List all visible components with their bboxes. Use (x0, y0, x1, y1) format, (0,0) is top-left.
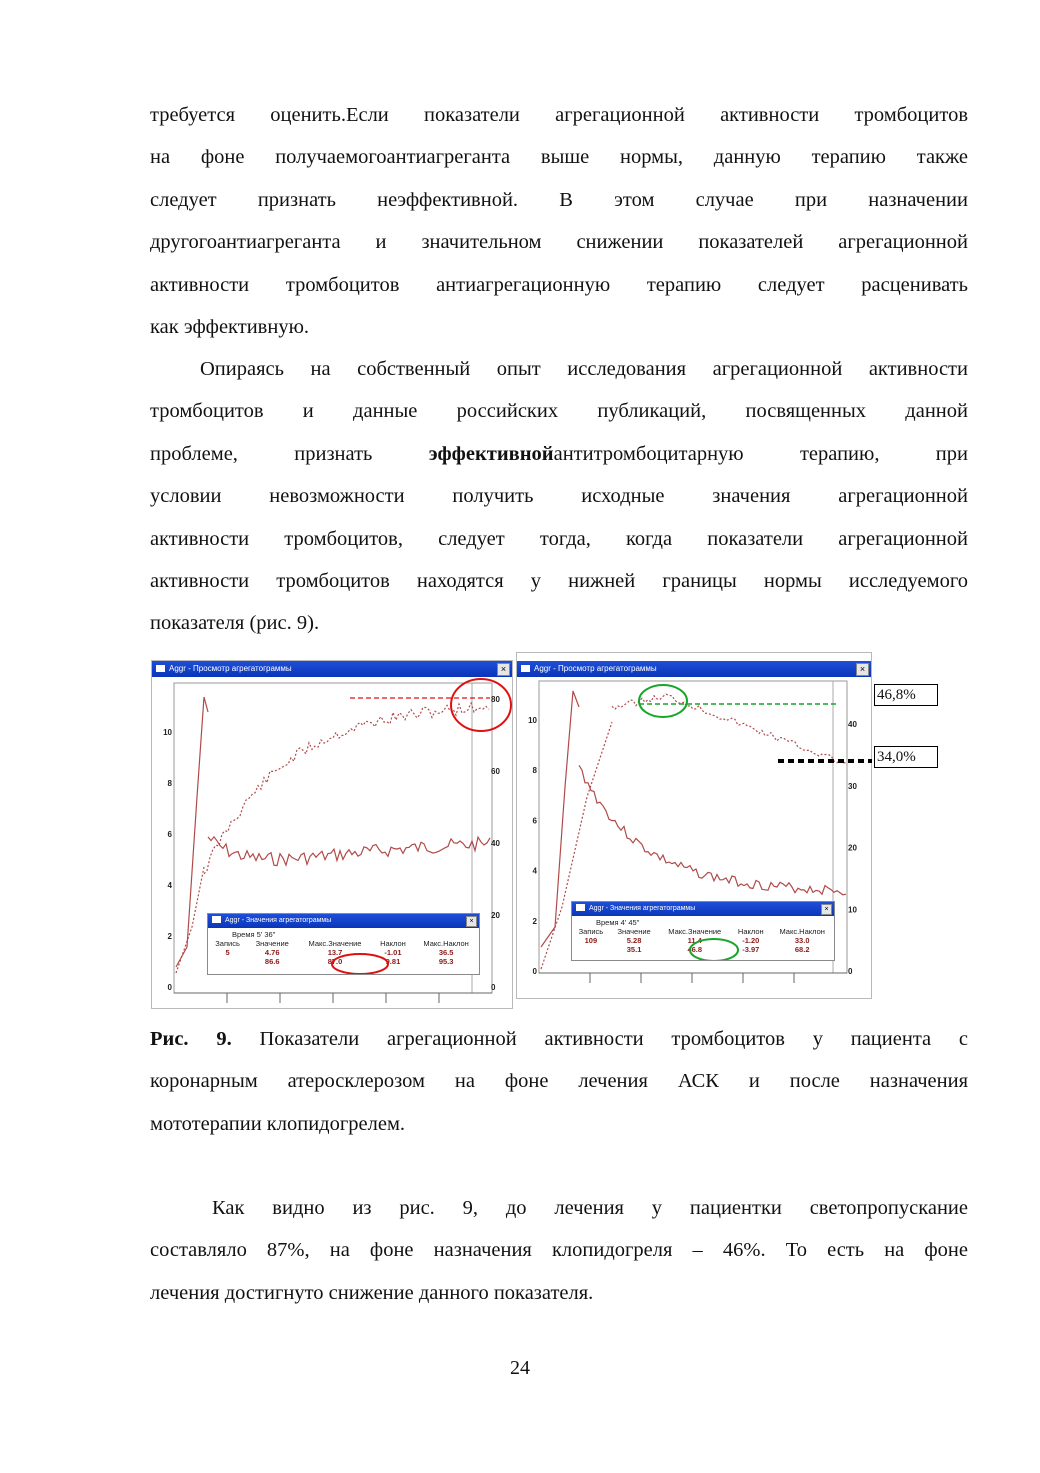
left-aggregatogram-window (151, 660, 513, 1009)
header-cell: Запись (215, 939, 240, 948)
table-cell: 9.81 (385, 957, 401, 966)
window-icon (212, 916, 221, 923)
header-cell: Запись (578, 927, 604, 936)
right-tick-label: 30 (848, 781, 857, 791)
right-values-table (572, 918, 834, 954)
left-tick-label: 0 (167, 983, 172, 992)
left-time: Время 5' 36" (232, 930, 276, 939)
window-icon (576, 904, 585, 911)
left-values-titlebar (208, 914, 479, 928)
header-cell: Макс.Значение (668, 927, 722, 936)
text-line: как эффективную. (150, 316, 310, 339)
table-cell (572, 945, 610, 954)
bottom-axis-ticks (227, 993, 439, 1003)
table-cell: -3.97 (742, 945, 760, 954)
left-tick-label: 10 (528, 716, 537, 725)
figure-caption (150, 1018, 968, 1145)
caption-label: Рис. 9. (150, 1028, 232, 1050)
text-line: на фоне получаемогоантиагреганта выше нормы, данную терапию также (150, 146, 968, 169)
text-line: мототерапии клопидогрелем. (150, 1112, 406, 1135)
label-high-percent: 46,8% (874, 684, 938, 706)
text-line: активности тромбоцитов, следует тогда, когда показатели агрегационной (150, 527, 968, 550)
text-line: Опираясь на собственный опыт исследования агрегационной активности (200, 358, 968, 380)
text-line: активности тромбоцитов находятся у нижней границы нормы исследуемого (150, 570, 968, 593)
left-axis-ticks (528, 716, 537, 976)
left-tick-label: 2 (167, 932, 172, 941)
paragraph-3 (150, 1187, 968, 1314)
left-values-window (207, 913, 480, 975)
label-low-percent: 34,0% (874, 746, 938, 768)
text-line (150, 1018, 968, 1060)
paragraph-2 (150, 348, 968, 645)
left-window-titlebar (152, 661, 512, 677)
left-tick-label: 6 (532, 816, 537, 826)
table-row (208, 948, 479, 957)
left-tick-label: 10 (163, 728, 172, 737)
table-cell: 95.3 (438, 957, 454, 966)
bottom-axis-ticks (590, 973, 794, 983)
left-tick-label: 8 (532, 766, 537, 776)
table-cell: -1.01 (384, 948, 402, 957)
left-tick-label: 2 (532, 916, 537, 926)
table-header (572, 927, 834, 936)
left-tick-label: 0 (532, 967, 537, 976)
text-line: условии невозможности получить исходные значения агрегационной (150, 485, 968, 508)
right-window-title: Aggr - Просмотр агрегатограммы (534, 664, 657, 673)
table-cell: 109 (584, 936, 598, 945)
close-icon[interactable]: × (821, 904, 832, 915)
bold-term: эффективной (428, 442, 554, 465)
right-tick-label: 10 (848, 905, 857, 915)
text-line: требуется оценить.Если показатели агрегационной активности тромбоцитов (150, 104, 968, 126)
window-icon (156, 665, 165, 672)
text-line: коронарным атеросклерозом на фоне лечения АСК и после назначения (150, 1070, 968, 1093)
window-icon (521, 665, 530, 672)
table-cell: 5 (225, 948, 230, 957)
text-segment: проблеме, признать (150, 442, 429, 465)
right-time: Время 4' 45" (596, 918, 640, 927)
table-row (572, 936, 834, 945)
close-icon[interactable]: × (856, 663, 869, 676)
table-cell (208, 957, 247, 966)
left-window-title: Aggr - Просмотр агрегатограммы (169, 664, 292, 673)
right-values-title: Aggr - Значения агрегатограммы (589, 905, 696, 912)
left-axis-ticks (163, 728, 172, 992)
left-tick-label: 6 (167, 830, 172, 839)
header-cell: Макс.Значение (308, 939, 362, 948)
red-circle-mark (451, 679, 511, 731)
close-icon[interactable]: × (497, 663, 510, 676)
right-tick-label: 20 (848, 843, 857, 853)
text-line: составляло 87%, на фоне назначения клопидогреля – 46%. То есть на фоне (150, 1239, 968, 1262)
table-cell: 5.28 (626, 936, 642, 945)
right-aggregatogram-window (516, 652, 872, 999)
black-dotted-line (776, 756, 876, 766)
right-tick-label: 60 (491, 767, 500, 776)
header-cell: Значение (255, 939, 289, 948)
left-tick-label: 4 (167, 881, 172, 890)
table-cell: 33.0 (794, 936, 810, 945)
page-number: 24 (510, 1357, 530, 1379)
right-tick-label: 0 (848, 967, 853, 976)
table-cell: 13.7 (327, 948, 343, 957)
text-segment: Показатели агрегационной активности тромбоцитов у пациента с (231, 1028, 969, 1050)
text-segment: антитромбоцитарную терапию, при (553, 442, 968, 465)
paragraph-1 (150, 94, 968, 348)
table-cell: 36.5 (438, 948, 454, 957)
table-row (208, 957, 479, 966)
text-line (150, 433, 968, 475)
header-cell: Значение (617, 927, 651, 936)
left-values-table (208, 930, 479, 966)
text-line: Как видно из рис. 9, до лечения у пациентки светопропускание (212, 1197, 968, 1219)
table-cell: 87.0 (327, 957, 343, 966)
table-cell: 86.6 (264, 957, 280, 966)
table-cell: -1.20 (742, 936, 760, 945)
table-header (208, 939, 479, 948)
text-line: другогоантиагреганта и значительном снижении показателей агрегационной (150, 231, 968, 254)
header-cell: Наклон (380, 939, 406, 948)
table-cell: 46.8 (687, 945, 703, 954)
left-values-title: Aggr - Значения агрегатограммы (225, 917, 332, 924)
table-cell: 11.4 (687, 936, 702, 945)
table-cell: 68.2 (794, 945, 810, 954)
text-line: следует признать неэффективной. В этом случае при назначении (150, 188, 968, 211)
text-line: активности тромбоцитов антиагрегационную терапию следует расценивать (150, 273, 968, 296)
right-values-titlebar (572, 902, 834, 916)
table-cell: 35.1 (626, 945, 642, 954)
table-cell: 4.76 (264, 948, 280, 957)
table-row (572, 945, 834, 954)
text-line: показателя (рис. 9). (150, 612, 320, 635)
text-line: лечения достигнуто снижение данного показателя. (150, 1281, 594, 1304)
close-icon[interactable]: × (466, 916, 477, 927)
left-tick-label: 8 (167, 779, 172, 788)
left-tick-label: 4 (532, 866, 537, 876)
right-tick-label: 0 (491, 983, 496, 992)
header-cell: Макс.Наклон (423, 939, 469, 948)
right-tick-label: 80 (491, 695, 500, 704)
text-line: тромбоцитов и данные российских публикаций, посвященных данной (150, 400, 968, 423)
right-values-window (571, 901, 835, 961)
header-cell: Наклон (737, 927, 764, 936)
right-tick-label: 40 (491, 839, 500, 848)
right-tick-label: 40 (848, 720, 857, 729)
header-cell: Макс.Наклон (779, 927, 825, 936)
right-tick-label: 20 (491, 911, 500, 920)
right-window-titlebar (517, 661, 871, 677)
